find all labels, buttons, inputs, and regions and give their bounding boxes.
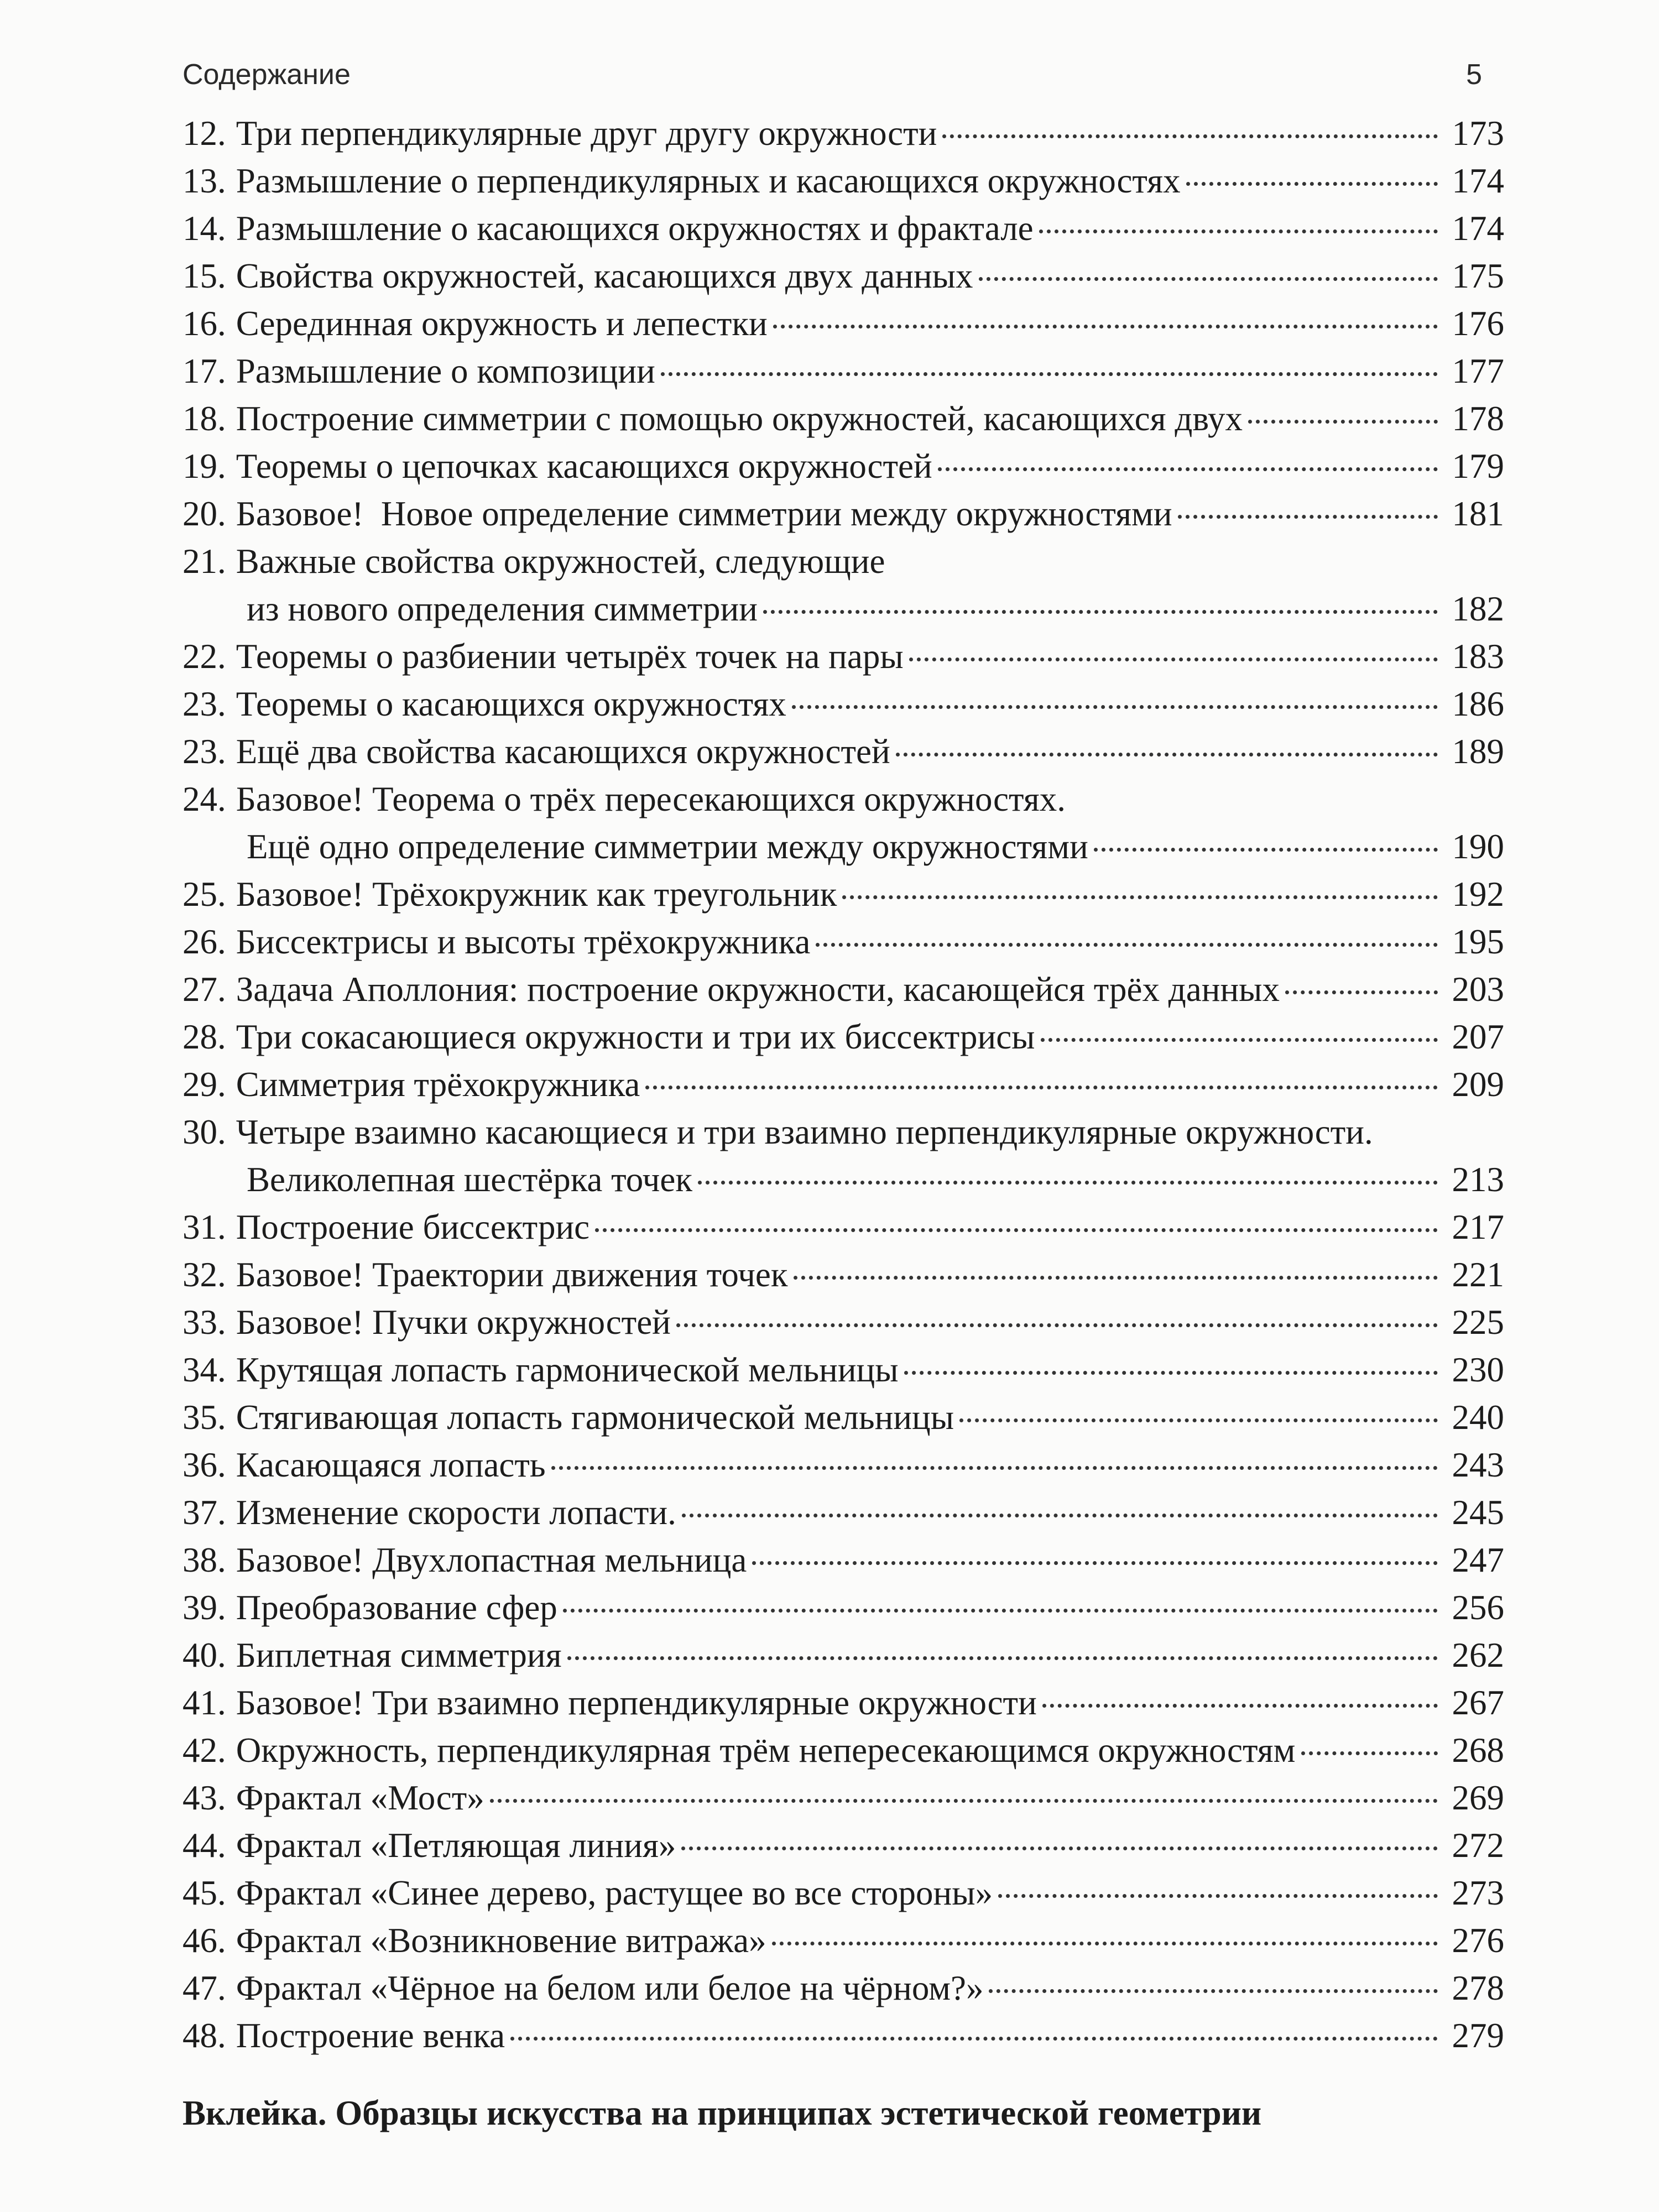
- toc-entry-number: 37.: [182, 1493, 226, 1532]
- toc-line: [182, 1964, 1504, 2012]
- toc-entry-title: Построение биссектрис: [236, 1208, 590, 1246]
- toc-entry-title: Три сокасающиеся окружности и три их биссектрисы: [236, 1018, 1035, 1056]
- toc-entry-number: 44.: [182, 1826, 226, 1865]
- toc-line: [182, 157, 1504, 205]
- toc-entry-number: 39.: [182, 1588, 226, 1627]
- toc-entry-number: 19.: [182, 447, 226, 486]
- toc-entry-number: 12.: [182, 114, 226, 153]
- toc-line: [182, 1346, 1504, 1394]
- toc-entry-number: 21.: [182, 542, 226, 581]
- dot-leader: [510, 2037, 1438, 2041]
- dot-leader: [595, 1228, 1438, 1232]
- toc-entry-number: 18.: [182, 399, 226, 438]
- toc-entry-page: 245: [1452, 1493, 1504, 1532]
- toc-entry-title: из нового определения симметрии: [247, 589, 758, 628]
- toc-entry: [182, 252, 1504, 300]
- running-header-title: Содержание: [182, 59, 351, 91]
- toc-entry: [182, 300, 1504, 347]
- dot-leader: [942, 134, 1438, 138]
- toc-entry-page: 262: [1452, 1636, 1504, 1674]
- toc-entry: [182, 633, 1504, 680]
- toc-entry: [182, 1251, 1504, 1298]
- toc-entry-number: 45.: [182, 1874, 226, 1912]
- toc-line: [182, 538, 1504, 585]
- dot-leader: [1042, 1704, 1438, 1708]
- toc-entry-page: 230: [1452, 1350, 1504, 1389]
- toc-line: [182, 1917, 1504, 1964]
- toc-entry-page: 207: [1452, 1018, 1504, 1056]
- toc-entry-number: 41.: [182, 1683, 226, 1722]
- dot-leader: [909, 658, 1438, 661]
- toc-line: [182, 1774, 1504, 1822]
- toc-entry: [182, 775, 1504, 870]
- page-number: 5: [1466, 59, 1482, 91]
- toc-entry-page: 189: [1452, 732, 1504, 771]
- toc-entry-page: 190: [1452, 827, 1504, 866]
- toc-entry-title: Фрактал «Чёрное на белом или белое на чёрном?»: [236, 1969, 984, 2007]
- dot-leader: [1248, 420, 1438, 424]
- toc-entry-title: Четыре взаимно касающиеся и три взаимно перпендикулярные окружности.: [236, 1113, 1373, 1151]
- dot-leader: [989, 1989, 1438, 1993]
- dot-leader: [794, 1276, 1438, 1280]
- toc-entry-number: 48.: [182, 2016, 226, 2055]
- toc-entry-page: 176: [1452, 304, 1504, 343]
- toc-entry-page: 182: [1452, 589, 1504, 628]
- toc-entry-number: 13.: [182, 161, 226, 200]
- toc-line: [182, 1251, 1504, 1298]
- toc-entry-page: 174: [1452, 209, 1504, 248]
- toc-line: [182, 585, 1504, 633]
- toc-entry-number: 43.: [182, 1778, 226, 1817]
- toc-entry-page: 174: [1452, 161, 1504, 200]
- toc-line: [182, 442, 1504, 490]
- toc-entry-page: 183: [1452, 637, 1504, 676]
- toc-entry-title: Размышление о перпендикулярных и касающихся окружностях: [236, 161, 1181, 200]
- toc-entry-title: Базовое! Траектории движения точек: [236, 1255, 788, 1294]
- toc-line: [182, 1298, 1504, 1346]
- dot-leader: [1186, 182, 1438, 186]
- toc-entry-page: 195: [1452, 922, 1504, 961]
- toc-entry: [182, 395, 1504, 442]
- toc-entry: [182, 1394, 1504, 1441]
- toc-line: [182, 1061, 1504, 1108]
- dot-leader: [661, 372, 1438, 376]
- toc-line: [182, 1013, 1504, 1061]
- toc-entry-number: 46.: [182, 1921, 226, 1960]
- toc-entry-title: Касающаяся лопасть: [236, 1446, 546, 1484]
- dot-leader: [772, 1942, 1438, 1945]
- toc-entry: [182, 157, 1504, 205]
- dot-leader: [1041, 1038, 1438, 1042]
- toc-entry-page: 186: [1452, 685, 1504, 723]
- toc-entry-title: Теоремы о касающихся окружностях: [236, 685, 786, 723]
- toc-entry: [182, 1964, 1504, 2012]
- toc-line: [182, 823, 1504, 870]
- toc-entry-number: 20.: [182, 494, 226, 533]
- toc-entry: [182, 1013, 1504, 1061]
- toc-entry-page: 209: [1452, 1065, 1504, 1104]
- toc-line: [182, 1489, 1504, 1536]
- toc-entry: [182, 538, 1504, 633]
- toc-entry-title: Важные свойства окружностей, следующие: [236, 542, 885, 581]
- toc-entry: [182, 1298, 1504, 1346]
- toc-entry-number: 26.: [182, 922, 226, 961]
- toc-entry: [182, 347, 1504, 395]
- toc-entry-title: Построение венка: [236, 2016, 505, 2055]
- toc-entry-page: 177: [1452, 352, 1504, 390]
- toc-entry-title: Размышление о композиции: [236, 352, 655, 390]
- toc-entry: [182, 918, 1504, 966]
- toc-entry: [182, 1822, 1504, 1869]
- toc-entry-page: 268: [1452, 1731, 1504, 1770]
- toc-entry-page: 178: [1452, 399, 1504, 438]
- toc-line: [182, 870, 1504, 918]
- toc-entry-page: 240: [1452, 1398, 1504, 1437]
- toc-entry-title: Фрактал «Возникновение витража»: [236, 1921, 766, 1960]
- toc-entry-number: 42.: [182, 1731, 226, 1770]
- toc-entry-title: Построение симметрии с помощью окружностей, касающихся двух: [236, 399, 1243, 438]
- toc-entry-page: 243: [1452, 1446, 1504, 1484]
- toc-entry: [182, 1061, 1504, 1108]
- dot-leader: [938, 467, 1438, 471]
- toc-entry: [182, 966, 1504, 1013]
- toc-entry-page: 276: [1452, 1921, 1504, 1960]
- toc-line: [182, 1441, 1504, 1489]
- toc-entry-number: 24.: [182, 780, 226, 818]
- toc-entry-title: Стягивающая лопасть гармонической мельницы: [236, 1398, 954, 1437]
- dot-leader: [773, 325, 1438, 328]
- toc-entry-number: 17.: [182, 352, 226, 390]
- toc-entry-page: 269: [1452, 1778, 1504, 1817]
- toc-line: [182, 918, 1504, 966]
- toc-entry: [182, 1726, 1504, 1774]
- toc-entry-page: 221: [1452, 1255, 1504, 1294]
- toc-line: [182, 490, 1504, 538]
- toc-entry-title: Окружность, перпендикулярная трём непересекающимся окружностям: [236, 1731, 1296, 1770]
- toc-entry-title: Свойства окружностей, касающихся двух данных: [236, 257, 973, 295]
- toc-entry-number: 32.: [182, 1255, 226, 1294]
- toc-entry: [182, 1489, 1504, 1536]
- toc-entry-title: Базовое! Двухлопастная мельница: [236, 1541, 747, 1579]
- toc-entry: [182, 1631, 1504, 1679]
- toc-entry: [182, 205, 1504, 252]
- toc-line: [182, 205, 1504, 252]
- toc-entry-number: 40.: [182, 1636, 226, 1674]
- toc-entry-page: 247: [1452, 1541, 1504, 1579]
- dot-leader: [763, 610, 1438, 614]
- toc-line: [182, 1156, 1504, 1203]
- toc-entry: [182, 109, 1504, 157]
- toc-entry-title: Симметрия трёхокружника: [236, 1065, 640, 1104]
- toc-line: [182, 775, 1504, 823]
- toc-entry-title: Три перпендикулярные друг другу окружности: [236, 114, 937, 153]
- toc-line: [182, 1679, 1504, 1726]
- toc-entry-number: 36.: [182, 1446, 226, 1484]
- dot-leader: [979, 277, 1438, 281]
- toc-entry-number: 35.: [182, 1398, 226, 1437]
- toc-entry-title: Базовое! Новое определение симметрии между окружностями: [236, 494, 1172, 533]
- toc-line: [182, 633, 1504, 680]
- toc-entry-page: 279: [1452, 2016, 1504, 2055]
- toc-line: [182, 300, 1504, 347]
- toc-line: [182, 1822, 1504, 1869]
- toc-entry-title: Ещё одно определение симметрии между окружностями: [247, 827, 1088, 866]
- toc-entry-title: Серединная окружность и лепестки: [236, 304, 768, 343]
- insert-heading: Вклейка. Образцы искусства на принципах эстетической геометрии: [182, 2094, 1262, 2132]
- toc-entry-title: Базовое! Три взаимно перпендикулярные окружности: [236, 1683, 1037, 1722]
- toc-line: [182, 1108, 1504, 1156]
- toc-entry-number: 14.: [182, 209, 226, 248]
- toc-entry-title: Преобразование сфер: [236, 1588, 557, 1627]
- toc-line: [182, 680, 1504, 728]
- toc-entry: [182, 442, 1504, 490]
- toc-entry-title: Крутящая лопасть гармонической мельницы: [236, 1350, 899, 1389]
- toc-entry-page: 192: [1452, 875, 1504, 914]
- toc-entry-page: 267: [1452, 1683, 1504, 1722]
- toc-line: [182, 109, 1504, 157]
- toc-entry: [182, 2012, 1504, 2059]
- toc-entry-number: 30.: [182, 1113, 226, 1151]
- toc-entry-number: 31.: [182, 1208, 226, 1246]
- toc-entry-title: Великолепная шестёрка точек: [247, 1160, 692, 1199]
- toc-entry-number: 47.: [182, 1969, 226, 2007]
- toc-line: [182, 1631, 1504, 1679]
- toc-entry-number: 16.: [182, 304, 226, 343]
- dot-leader: [681, 1846, 1438, 1850]
- dot-leader: [676, 1323, 1438, 1327]
- toc-line: [182, 1394, 1504, 1441]
- table-of-contents: [182, 109, 1504, 2059]
- toc-entry-page: 256: [1452, 1588, 1504, 1627]
- dot-leader: [645, 1086, 1438, 1089]
- toc-entry-number: 33.: [182, 1303, 226, 1342]
- dot-leader: [682, 1514, 1438, 1517]
- dot-leader: [551, 1466, 1438, 1470]
- toc-entry: [182, 490, 1504, 538]
- toc-entry-page: 179: [1452, 447, 1504, 486]
- dot-leader: [490, 1799, 1438, 1803]
- toc-entry-page: 278: [1452, 1969, 1504, 2007]
- toc-line: [182, 1584, 1504, 1631]
- dot-leader: [792, 705, 1438, 709]
- toc-line: [182, 728, 1504, 775]
- toc-entry-title: Базовое! Трёхокружник как треугольник: [236, 875, 837, 914]
- dot-leader: [563, 1609, 1438, 1613]
- toc-line: [182, 347, 1504, 395]
- dot-leader: [842, 895, 1438, 899]
- toc-entry: [182, 680, 1504, 728]
- toc-entry-title: Базовое! Пучки окружностей: [236, 1303, 671, 1342]
- dot-leader: [567, 1656, 1438, 1660]
- toc-entry: [182, 1441, 1504, 1489]
- dot-leader: [752, 1561, 1438, 1565]
- toc-entry: [182, 1536, 1504, 1584]
- toc-line: [182, 966, 1504, 1013]
- toc-line: [182, 1536, 1504, 1584]
- toc-entry-number: 23.: [182, 732, 226, 771]
- toc-entry-title: Изменение скорости лопасти.: [236, 1493, 676, 1532]
- dot-leader: [1301, 1751, 1438, 1755]
- dot-leader: [698, 1181, 1438, 1185]
- toc-entry-number: 28.: [182, 1018, 226, 1056]
- toc-entry: [182, 1679, 1504, 1726]
- toc-entry-title: Биссектрисы и высоты трёхокружника: [236, 922, 811, 961]
- toc-entry-page: 203: [1452, 970, 1504, 1009]
- toc-line: [182, 1203, 1504, 1251]
- toc-entry-page: 173: [1452, 114, 1504, 153]
- toc-entry-page: 273: [1452, 1874, 1504, 1912]
- toc-entry-page: 213: [1452, 1160, 1504, 1199]
- dot-leader: [896, 753, 1438, 757]
- toc-line: [182, 2012, 1504, 2059]
- toc-entry-title: Базовое! Теорема о трёх пересекающихся окружностях.: [236, 780, 1066, 818]
- toc-entry-title: Ещё два свойства касающихся окружностей: [236, 732, 890, 771]
- dot-leader: [904, 1371, 1438, 1375]
- toc-entry: [182, 1108, 1504, 1203]
- toc-entry-page: 217: [1452, 1208, 1504, 1246]
- toc-entry: [182, 1917, 1504, 1964]
- toc-entry-number: 15.: [182, 257, 226, 295]
- toc-line: [182, 395, 1504, 442]
- toc-line: [182, 1869, 1504, 1917]
- toc-entry-number: 25.: [182, 875, 226, 914]
- toc-entry: [182, 1584, 1504, 1631]
- dot-leader: [1285, 990, 1438, 994]
- toc-entry: [182, 870, 1504, 918]
- toc-entry: [182, 1346, 1504, 1394]
- dot-leader: [959, 1418, 1438, 1422]
- dot-leader: [1039, 229, 1438, 233]
- toc-entry-page: 272: [1452, 1826, 1504, 1865]
- toc-entry: [182, 1869, 1504, 1917]
- toc-entry-number: 27.: [182, 970, 226, 1009]
- toc-entry-title: Фрактал «Синее дерево, растущее во все стороны»: [236, 1874, 993, 1912]
- toc-entry-number: 23.: [182, 685, 226, 723]
- toc-entry-page: 175: [1452, 257, 1504, 295]
- toc-entry-page: 225: [1452, 1303, 1504, 1342]
- toc-entry-page: 181: [1452, 494, 1504, 533]
- toc-entry-title: Фрактал «Мост»: [236, 1778, 484, 1817]
- toc-entry-title: Теоремы о разбиении четырёх точек на пары: [236, 637, 904, 676]
- toc-entry-number: 22.: [182, 637, 226, 676]
- toc-entry-number: 29.: [182, 1065, 226, 1104]
- toc-line: [182, 252, 1504, 300]
- toc-entry: [182, 1203, 1504, 1251]
- toc-entry-title: Фрактал «Петляющая линия»: [236, 1826, 676, 1865]
- toc-entry-number: 34.: [182, 1350, 226, 1389]
- toc-line: [182, 1726, 1504, 1774]
- toc-entry-number: 38.: [182, 1541, 226, 1579]
- toc-entry: [182, 1774, 1504, 1822]
- dot-leader: [998, 1894, 1438, 1898]
- dot-leader: [1178, 515, 1438, 519]
- toc-entry-title: Биплетная симметрия: [236, 1636, 562, 1674]
- dot-leader: [1094, 848, 1438, 852]
- dot-leader: [816, 943, 1438, 947]
- toc-entry-title: Теоремы о цепочках касающихся окружностей: [236, 447, 932, 486]
- toc-entry-title: Задача Аполлония: построение окружности, касающейся трёх данных: [236, 970, 1280, 1009]
- toc-entry: [182, 728, 1504, 775]
- toc-entry-title: Размышление о касающихся окружностях и фрактале: [236, 209, 1034, 248]
